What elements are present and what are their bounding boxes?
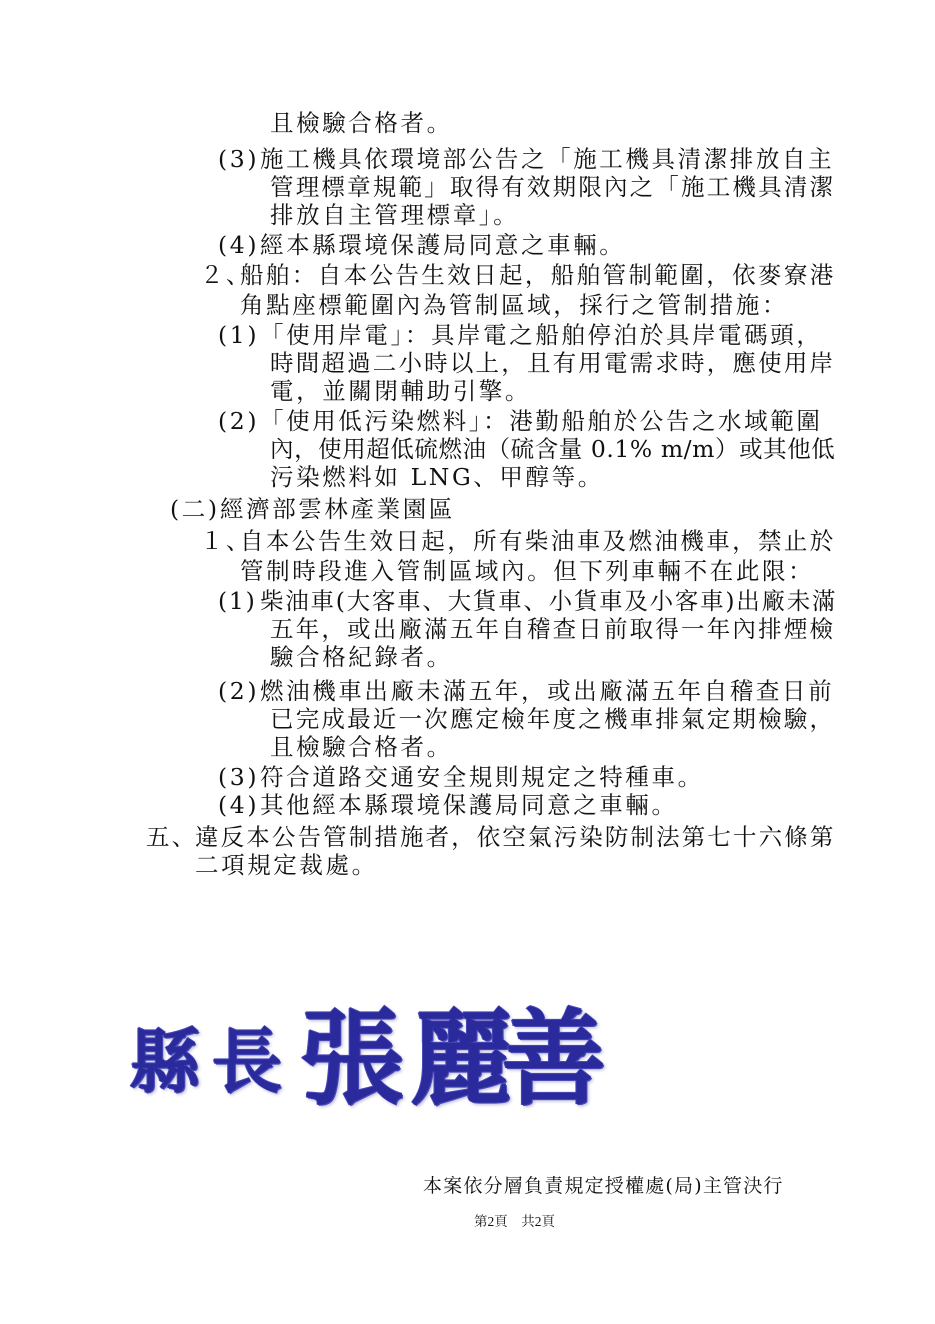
text-line — [270, 434, 835, 464]
seal-char: 長 — [212, 1020, 282, 1103]
line-text: 管理標章規範」取得有效期限內之「施工機具清潔 — [270, 173, 836, 201]
list-marker: (3) — [218, 763, 260, 791]
text-line — [218, 790, 678, 820]
line-text: 驗合格紀錄者。 — [270, 643, 453, 671]
line-text: 經本縣環境保護局同意之車輛。 — [260, 231, 626, 259]
text-line — [270, 614, 835, 644]
list-marker: (4) — [218, 231, 260, 259]
text-line — [195, 850, 378, 880]
line-text: 「使用岸電」：具岸電之船舶停泊於具岸電碼頭， — [260, 321, 823, 349]
list-marker: (1) — [218, 321, 260, 349]
line-text: 自本公告生效日起，所有柴油車及燃油機車，禁止於 — [240, 527, 836, 555]
text-line — [240, 290, 788, 320]
line-text: 「使用低污染燃料」：港勤船舶於公告之水域範圍 — [260, 407, 823, 435]
list-marker: １、 — [200, 527, 252, 555]
line-text: 已完成最近一次應定檢年度之機車排氣定期檢驗， — [270, 705, 836, 733]
line-text: 電，並關閉輔助引擎。 — [270, 377, 531, 405]
text-line — [200, 260, 836, 290]
text-line — [218, 320, 822, 350]
line-text: 排放自主管理標章」。 — [270, 201, 520, 229]
page-number: 第2頁 共2頁 — [474, 1214, 555, 1229]
line-text: 污染燃料如 LNG、甲醇等。 — [270, 463, 604, 491]
line-text: 管制時段進入管制區域內。但下列車輛不在此限： — [240, 557, 815, 585]
list-marker: (1) — [218, 587, 257, 615]
line-text: 經濟部雲林產業園區 — [220, 495, 455, 523]
text-line — [270, 108, 453, 138]
text-line — [170, 494, 455, 524]
text-line — [270, 732, 453, 762]
text-line — [240, 556, 814, 586]
line-text: 且檢驗合格者。 — [270, 733, 453, 761]
list-marker: (2) — [218, 407, 260, 435]
seal-char: 縣 — [130, 1020, 200, 1103]
line-text: 其他經本縣環境保護局同意之車輛。 — [260, 791, 678, 819]
text-line — [218, 762, 704, 792]
line-text: 柴油車(大客車、大貨車、小貨車及小客車)出廠未滿 — [260, 587, 838, 615]
line-text: 時間超過二小時以上，且有用電需求時，應使用岸 — [270, 349, 836, 377]
text-line — [218, 230, 625, 260]
text-line — [270, 704, 835, 734]
text-line — [270, 642, 453, 672]
list-marker: (二) — [170, 495, 220, 523]
text-line — [146, 822, 835, 852]
text-line — [200, 526, 836, 556]
text-line — [270, 200, 519, 230]
authorization-note: 本案依分層負責規定授權處(局)主管決行 — [423, 1175, 784, 1197]
list-marker: (2) — [218, 677, 260, 705]
text-line — [218, 144, 834, 174]
line-text: 符合道路交通安全規則規定之特種車。 — [260, 763, 704, 791]
line-text: 燃油機車出廠未滿五年，或出廠滿五年自稽查日前 — [260, 677, 835, 705]
text-line — [270, 348, 835, 378]
seal-char: 善 — [502, 997, 607, 1120]
text-line — [270, 376, 531, 406]
list-marker: ２、 — [200, 261, 252, 289]
text-line — [218, 586, 837, 616]
list-marker: (4) — [218, 791, 260, 819]
line-text: 內，使用超低硫燃油（硫含量 0.1% m/m）或其他低 — [270, 435, 836, 463]
text-line — [218, 676, 834, 706]
text-line — [270, 462, 604, 492]
list-marker: (3) — [218, 145, 260, 173]
line-text: 施工機具依環境部公告之「施工機具清潔排放自主 — [260, 145, 835, 173]
seal-char: 張 — [300, 997, 405, 1120]
line-text: 二項規定裁處。 — [195, 851, 378, 879]
seal-char: 麗 — [410, 997, 515, 1120]
text-line — [270, 172, 835, 202]
list-marker: 五、 — [146, 823, 198, 851]
signature-seal — [120, 997, 607, 1125]
text-line — [218, 406, 822, 436]
line-text: 角點座標範圍內為管制區域，採行之管制措施： — [240, 291, 789, 319]
line-text: 違反本公告管制措施者，依空氣污染防制法第七十六條第 — [195, 823, 836, 851]
line-text: 五年，或出廠滿五年自稽查日前取得一年內排煙檢 — [270, 615, 836, 643]
line-text: 且檢驗合格者。 — [270, 109, 453, 137]
line-text: 船舶：自本公告生效日起，船舶管制範圍，依麥寮港 — [240, 261, 836, 289]
